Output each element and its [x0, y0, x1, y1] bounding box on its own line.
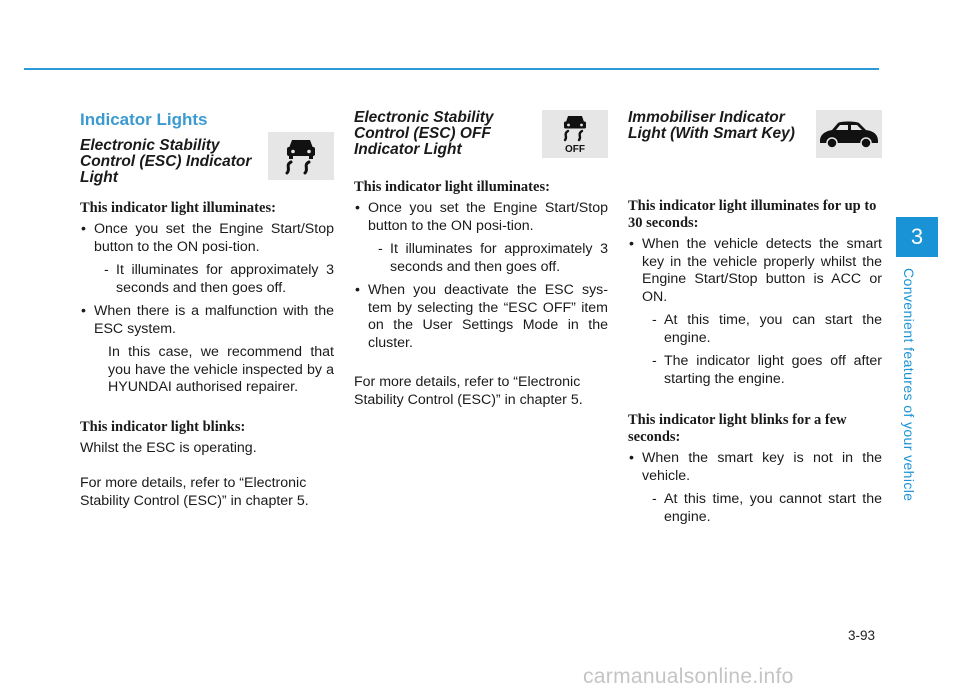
- illuminates-list: [80, 221, 334, 397]
- column-immobiliser-indicator: [628, 106, 882, 532]
- illuminates-heading: This indicator light illuminates:: [80, 200, 276, 216]
- list-item: • Once you set the Engine Start/Stop button to the ON posi-tion. - It illuminates for approximately 3 seconds and then goes off.: [80, 221, 334, 297]
- chapter-tab: [896, 217, 938, 257]
- sub-item: - It illuminates for approximately 3 seconds and then goes off.: [104, 262, 334, 296]
- immobiliser-car-icon: [816, 110, 882, 158]
- sub-item: - It illuminates for approximately 3 seconds and then goes off.: [378, 241, 608, 275]
- illuminates-list: [354, 200, 608, 352]
- watermark: carmanualsonline.info: [583, 665, 794, 688]
- immobiliser-heading: Immobiliser Indicator Light (With Smart Key): [628, 109, 795, 142]
- list-item: • When you deactivate the ESC sys-tem by selecting the “ESC OFF” item on the User Settings Mode in the cluster.: [354, 282, 608, 352]
- section-title: Indicator Lights: [80, 110, 208, 129]
- esc-indicator-icon: [268, 132, 334, 180]
- blinks-list: [628, 450, 882, 526]
- esc-off-heading: Electronic Stability Control (ESC) OFF Indicator Light: [354, 109, 494, 158]
- chapter-title: Convenient features of your vehicle: [901, 268, 917, 502]
- illuminates-list: [628, 236, 882, 388]
- top-rule: [24, 68, 879, 70]
- list-item: • When the vehicle detects the smart key in the vehicle properly whilst the Engine Start/Stop button is ACC or ON. - At this time, you can start the engine. - The indicator light goes off after starting the engine.: [628, 236, 882, 388]
- sub-item: - At this time, you can start the engine.: [652, 312, 882, 346]
- details-text: For more details, refer to “Electronic Stability Control (ESC)” in chapter 5.: [354, 374, 583, 408]
- list-item: • When there is a malfunction with the ESC system. In this case, we recommend that you have the vehicle inspected by a HYUNDAI authorised repairer.: [80, 303, 334, 397]
- sub-item: - At this time, you cannot start the engine.: [652, 491, 882, 525]
- sub-item: - The indicator light goes off after starting the engine.: [652, 353, 882, 387]
- blinks-heading: This indicator light blinks for a few seconds:: [628, 412, 847, 445]
- illuminates-heading: This indicator light illuminates:: [354, 179, 550, 195]
- details-text: For more details, refer to “Electronic Stability Control (ESC)” in chapter 5.: [80, 475, 309, 509]
- note-text: In this case, we recommend that you have the vehicle inspected by a HYUNDAI authorised repairer.: [108, 344, 334, 395]
- heading-row: [628, 110, 882, 158]
- heading-row: [354, 110, 608, 158]
- list-item: • Once you set the Engine Start/Stop button to the ON posi-tion. - It illuminates for approximately 3 seconds and then goes off.: [354, 200, 608, 276]
- off-label: OFF: [565, 144, 585, 155]
- heading-row: [80, 138, 334, 186]
- list-item: • When the smart key is not in the vehicle. - At this time, you cannot start the engine.: [628, 450, 882, 526]
- esc-indicator-heading: Electronic Stability Control (ESC) Indicator Light: [80, 137, 252, 186]
- page-number: 3-93: [848, 628, 876, 643]
- illuminates-heading: This indicator light illuminates for up to 30 seconds:: [628, 198, 877, 231]
- esc-off-indicator-icon: [542, 110, 608, 158]
- blinks-heading: This indicator light blinks:: [80, 418, 246, 435]
- chapter-number: 3: [910, 224, 924, 249]
- column-esc-indicator: [80, 106, 334, 510]
- column-esc-off-indicator: [354, 106, 608, 409]
- blinks-text: Whilst the ESC is operating.: [80, 439, 257, 456]
